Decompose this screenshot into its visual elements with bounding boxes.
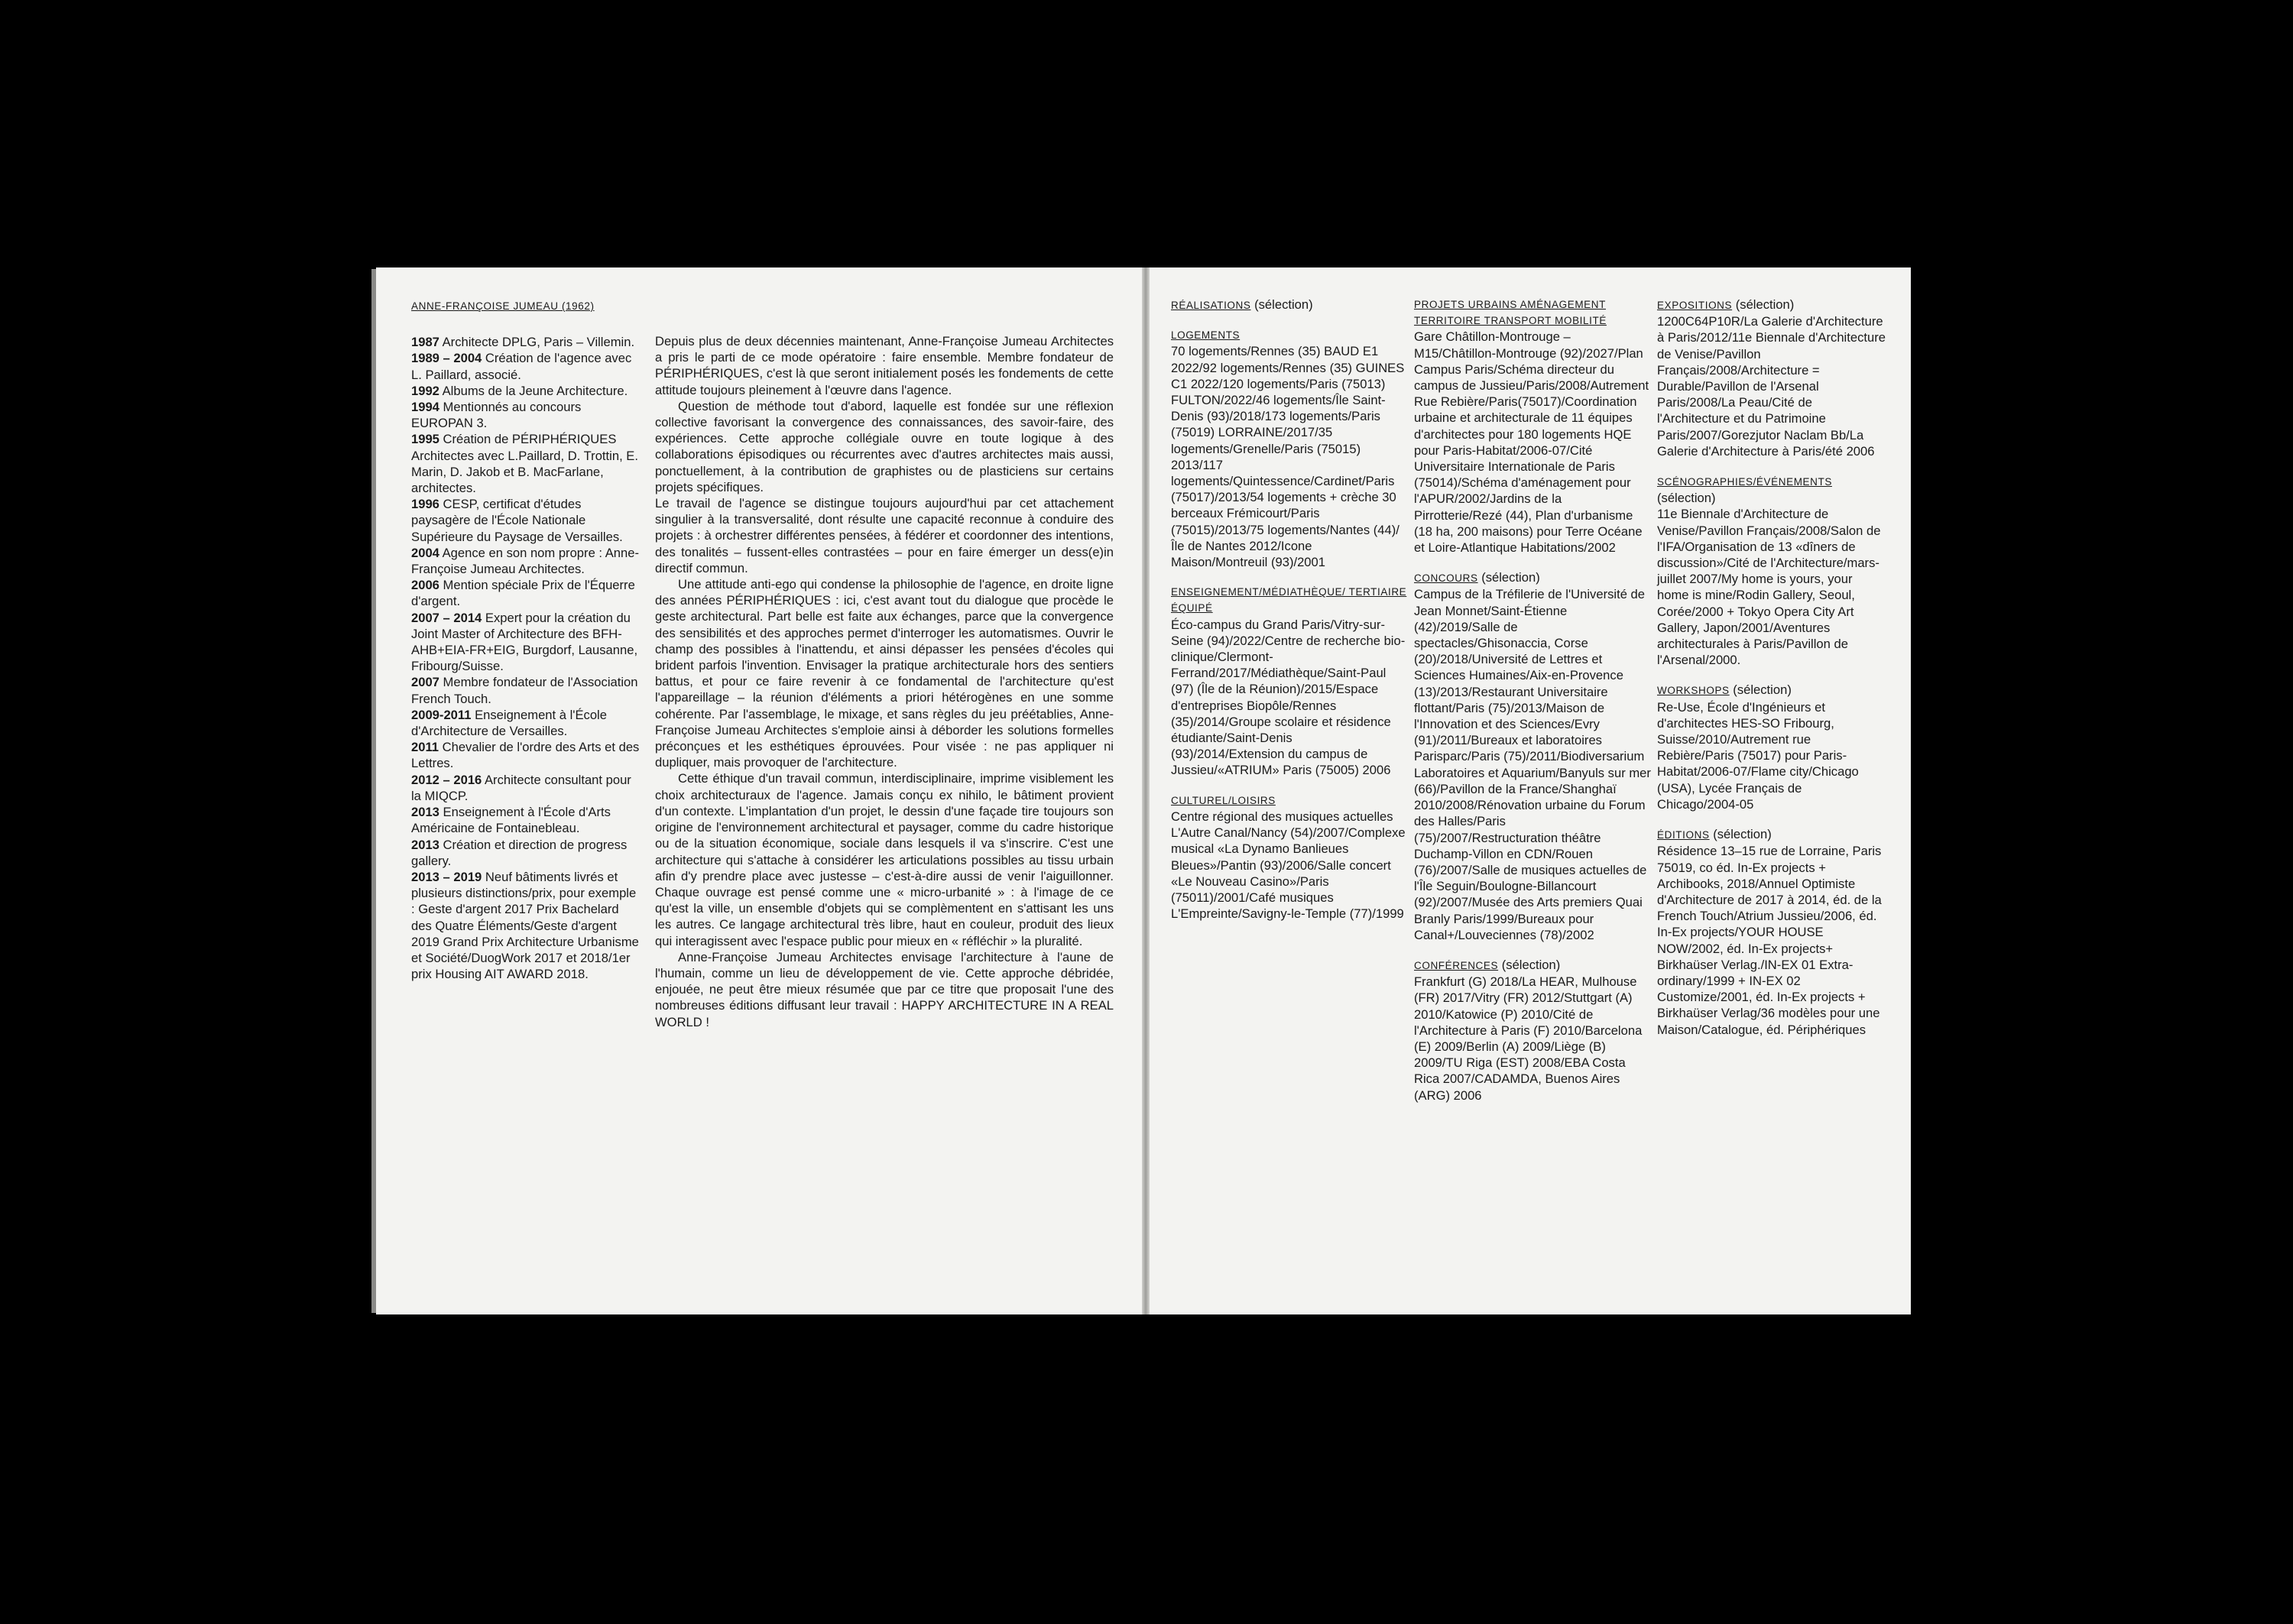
bio-entry: 2013 Création et direction de progress gallery. [411, 837, 628, 868]
editions-header: ÉDITIONS (sélection) [1657, 827, 1772, 842]
essay-paragraph: Depuis plus de deux décennies maintenant, Anne-Françoise Jumeau Architectes a pris le parti de ce mode opératoire : faire ensemble. Membre fondateur de PÉRIPHÉRIQUES, c'est là que seront initialement posés les fondements de cette attitude toujours pleinement à l'œuvre dans l'agence. [655, 334, 1114, 397]
culturel-header: CULTUREL/LOISIRS [1171, 794, 1276, 806]
bio-entry: 1994 Mentionnés au concours EUROPAN 3. [411, 400, 582, 431]
workshops-header: WORKSHOPS (sélection) [1657, 682, 1792, 698]
bio-entry: 2007 – 2014 Expert pour la création du Joint Master of Architecture des BFH-AHB+EIA-FR+EIG, Burgdorf, Lausanne, Fribourg/Suisse. [411, 610, 638, 674]
conferences-header: CONFÉRENCES (sélection) [1414, 957, 1561, 972]
bio-entry: 2006 Mention spéciale Prix de l'Équerre d'argent. [411, 578, 635, 609]
editions-list: Résidence 13–15 rue de Lorraine, Paris 75019, co éd. In-Ex projects + Archibooks, 2018/Annuel Optimiste d'Architecture de 2017 à 2014, éd. de la French Touch/Atrium Jussieu/2006, éd. In-Ex projects/YOUR HOUSE NOW/2002, éd. In-Ex projects+ Birkhaüser Verlag./IN-EX 01 Extra-ordinary/1999 + IN-EX 02 Customize/2001, éd. In-Ex projects + Birkhaüser Verlag/36 modèles pour une Maison/Catalogue, éd. Périphériques [1657, 844, 1882, 1037]
bio-entry: 2007 Membre fondateur de l'Association French Touch. [411, 675, 638, 706]
bio-entry: 1996 CESP, certificat d'études paysagère de l'École Nationale Supérieure du Paysage de Versailles. [411, 497, 623, 544]
bio-entry: 2013 Enseignement à l'École d'Arts Américaine de Fontainebleau. [411, 805, 611, 836]
essay-paragraph: Anne-Françoise Jumeau Architectes envisage l'architecture à l'aune de l'humain, comme un lieu de développement de vie. Cette approche débridée, enjouée, ne peut être mieux résumée que par ce titre que proposait l'une des nombreuses éditions diffusant leur travail : HAPPY ARCHITECTURE IN A REAL WORLD ! [655, 949, 1114, 1029]
essay-paragraph: Question de méthode tout d'abord, laquelle est fondée sur une réflexion collective favorisant la convergence des connaissances, des savoir-faire, des expériences. Cette approche collégiale ouvre en toute logique à des collaborations épisodiques ou récurrentes avec d'autres architectes mais aussi, ponctuellement, à la contribution de graphistes ou de plasticiens sur certains projets spécifiques. [655, 398, 1114, 494]
bio-entry: 1989 – 2004 Création de l'agence avec L. Paillard, associé. [411, 351, 632, 382]
realisations-column [1171, 297, 1408, 922]
realisations-header: RÉALISATIONS (sélection) [1171, 297, 1313, 312]
essay-column [655, 333, 1114, 1030]
bio-entry: 2012 – 2016 Architecte consultant pour la MIQCP. [411, 772, 631, 803]
bio-entry: 2009-2011 Enseignement à l'École d'Architecture de Versailles. [411, 707, 607, 739]
projets-column [1414, 297, 1652, 1104]
logements-list: 70 logements/Rennes (35) BAUD E1 2022/92 logements/Rennes (35) GUINES C1 2022/120 logements/Paris (75013) FULTON/2022/46 logements/Île Saint-Denis (93)/2018/173 logements/Paris (75019) LORRAINE/2017/35 logements/Grenelle/Paris (75015) 2013/117 logements/Quintessence/Cardinet/Paris (75017)/2013/54 logements + crèche 30 berceaux Frémicourt/Paris (75015)/2013/75 logements/Nantes (44)/Île de Nantes 2012/Icone Maison/Montreuil (93)/2001 [1171, 344, 1405, 570]
sceno-list: 11e Biennale d'Architecture de Venise/Pavillon Français/2008/Salon de l'IFA/Organisation de 13 «dîners de discussion»/Cité de l'Architecture/mars-juillet 2007/My home is yours, your home is mine/Rodin Gallery, Seoul, Corée/2000 + Tokyo Opera City Art Gallery, Japon/2001/Aventures architecturales à Paris/Pavillon de l'Arsenal/2000. [1657, 507, 1881, 668]
essay-paragraph: Cette éthique d'un travail commun, interdisciplinaire, imprime visiblement les choix architecturaux de l'agence. Jamais conçu ex nihilo, le bâtiment provient d'un contexte. L'implantation d'un projet, le dessin d'une façade tire toujours son origine de l'environnement architectural et paysager, comme du cadre historique ou de la situation économique, sociale dans lesquels il va s'inscrire. C'est une architecture qui s'attache à considérer les articulations possibles au tissu urbain afin d'y prendre place avec justesse – c'est-à-dire aussi de venir l'aiguillonner. Chaque ouvrage est pensé comme une « micro-urbanité » : à l'image de ce qu'est la ville, un ensemble d'objets qui se complèmentent en s'attisant les uns les autres. Ce langage architectural très libre, haut en couleur, produit des lieux qui interagissent avec l'espace public pour mieux en « réfléchir » la pluralité. [655, 771, 1114, 948]
bio-entry: 1987 Architecte DPLG, Paris – Villemin. [411, 335, 635, 350]
bio-entry: 2004 Agence en son nom propre : Anne-Françoise Jumeau Architectes. [411, 545, 639, 577]
essay-paragraph: Le travail de l'agence se distingue toujours aujourd'hui par cet attachement singulier à la transversalité, dont résulte une capacité reconnue à conduire des projets : à orchestrer différentes pensées, à fédérer et coordonner des intentions, des tonalités – fussent-elles contrastées – pour en faire émerger un dess(e)in directif commun. [655, 496, 1114, 575]
essay [655, 333, 1114, 1030]
right-page [1150, 267, 1911, 1314]
expositions-column [1657, 297, 1886, 1038]
expositions-list: 1200C64P10R/La Galerie d'Architecture à Paris/2012/11e Biennale d'Architecture de Venise/Pavillon Français/2008/Architecture = Durable/Pavillon de l'Arsenal Paris/2008/La Peau/Cité de l'Architecture et du Patrimoine Paris/2007/Gorezjutor Naclam Bb/La Galerie d'Architecture à Paris/été 2006 [1657, 314, 1886, 459]
expositions-header: EXPOSITIONS (sélection) [1657, 297, 1795, 312]
left-page [376, 267, 1142, 1314]
bio-entry: 2013 – 2019 Neuf bâtiments livrés et plusieurs distinctions/prix, pour exemple : Geste d'argent 2017 Prix Bachelard des Quatre Éléments/Geste d'argent 2019 Grand Prix Architecture Urbanisme et Société/DuogWork 2017 et 2018/1er prix Housing AIT AWARD 2018. [411, 869, 639, 982]
bio-column [411, 298, 641, 982]
logements-header: LOGEMENTS [1171, 329, 1241, 342]
culturel-list: Centre régional des musiques actuelles L'Autre Canal/Nancy (54)/2007/Complexe musical «La Dynamo Banlieues Bleues»/Pantin (93)/2006/Salle concert «Le Nouveau Casino»/Paris (75011)/2001/Café musiques L'Empreinte/Savigny-le-Temple (77)/1999 [1171, 809, 1406, 922]
enseignement-list: Éco-campus du Grand Paris/Vitry-sur-Seine (94)/2022/Centre de recherche bio-clinique/Clermont-Ferrand/2017/Médiathèque/Saint-Paul (97) (Île de la Réunion)/2015/Espace d'entreprises Biopôle/Rennes (35)/2014/Groupe scolaire et résidence étudiante/Saint-Denis (93)/2014/Extension du campus de Jussieu/«ATRIUM» Paris (75005) 2006 [1171, 617, 1406, 778]
sceno-header: SCÉNOGRAPHIES/ÉVÉNEMENTS (sélection) [1657, 476, 1832, 506]
concours-list: Campus de la Tréfilerie de l'Université de Jean Monnet/Saint-Étienne (42)/2019/Salle de spectacles/Ghisonaccia, Corse (20)/2018/Université de Lettres et Sciences Humaines/Aix-en-Provence (13)/2013/Restaurant Universitaire flottant/Paris (75)/2013/Maison de l'Innovation et des Sciences/Evry (91)/2011/Bureaux et laboratoires Parisparc/Paris (75)/2011/Biodiversarium Laboratoires et Aquarium/Banyuls sur mer (66)/Pavillon de la France/Shanghaï 2010/2008/Rénovation urbaine du Forum des Halles/Paris (75)/2007/Restructuration théâtre Duchamp-Villon en CDN/Rouen (76)/2007/Salle de musiques actuelles de l'Île Seguin/Boulogne-Billancourt (92)/2007/Musée des Arts premiers Quai Branly Paris/1999/Bureaux pour Canal+/Louveciennes (78)/2002 [1414, 587, 1651, 942]
urbains-list: Gare Châtillon-Montrouge – M15/Châtillon-Montrouge (92)/2027/Plan Campus Paris/Schéma directeur du campus de Jussieu/Paris/2008/Autrement Rue Rebière/Paris(75017)/Coordination urbaine et architecturale de 11 équipes d'architectes pour 180 logements HQE pour Paris-Habitat/2006-07/Cité Universitaire Internationale de Paris (75014)/Schéma d'aménagement pour l'APUR/2002/Jardins de la Pirrotterie/Rezé (44), Plan d'urbanisme (18 ha, 200 maisons) pour Terre Océane et Loire-Atlantique Habitations/2002 [1414, 329, 1649, 556]
bio-header: ANNE-FRANÇOISE JUMEAU (1962) [411, 300, 595, 312]
bio-list [411, 334, 641, 982]
book-spine [1142, 267, 1150, 1314]
essay-paragraph: Une attitude anti-ego qui condense la philosophie de l'agence, en droite ligne des années PÉRIPHÉRIQUES : ici, c'est avant tout du dialogue que procède le geste architectural. Part belle est faite aux échanges, parce que la convergence des sensibilités et des approches permet d'interroger les automatismes. Ouvrir le champ des possibles à l'inattendu, et ainsi dépasser les pensées d'écoles qui brident parfois l'invention. Envisager la pratique architecturale hors des sentiers battus, et pour ce faire revenir à ce fondamental de l'architecture qu'est l'appareillage – la réunion d'éléments a priori hétérogènes en une somme cohérente. Par l'assemblage, le mixage, et sans règles du jeu préétablies, Anne-Françoise Jumeau Architectes s'emploie ainsi à déborder les solutions formelles préconçues et les esthétiques éprouvées. Pour visée : ne pas appliquer ni dupliquer, mais provoquer de l'architecture. [655, 577, 1114, 770]
workshops-list: Re-Use, École d'Ingénieurs et d'architectes HES-SO Fribourg, Suisse/2010/Autrement rue Rebière/Paris (75017) pour Paris-Habitat/2006-07/Flame city/Chicago (USA), Lycée Français de Chicago/2004-05 [1657, 699, 1859, 812]
concours-header: CONCOURS (sélection) [1414, 570, 1540, 585]
enseignement-header: ENSEIGNEMENT/MÉDIATHÈQUE/ TERTIAIRE ÉQUIPÉ [1171, 586, 1407, 614]
bio-entry: 1992 Albums de la Jeune Architecture. [411, 383, 628, 398]
conferences-list: Frankfurt (G) 2018/La HEAR, Mulhouse (FR) 2017/Vitry (FR) 2012/Stuttgart (A) 2010/Katowice (P) 2010/Cité de l'Architecture à Paris (F) 2010/Barcelona (E) 2009/Berlin (A) 2009/Liège (B) 2009/TU Riga (EST) 2008/EBA Costa Rica 2007/CADAMDA, Buenos Aires (ARG) 2006 [1414, 974, 1643, 1103]
bio-entry: 2011 Chevalier de l'ordre des Arts et des Lettres. [411, 740, 640, 771]
urbains-header: PROJETS URBAINS AMÉNAGEMENT TERRITOIRE TRANSPORT MOBILITÉ [1414, 299, 1607, 327]
bio-entry: 1995 Création de PÉRIPHÉRIQUES Architectes avec L.Paillard, D. Trottin, E. Marin, D. Jakob et B. MacFarlane, architectes. [411, 432, 638, 496]
